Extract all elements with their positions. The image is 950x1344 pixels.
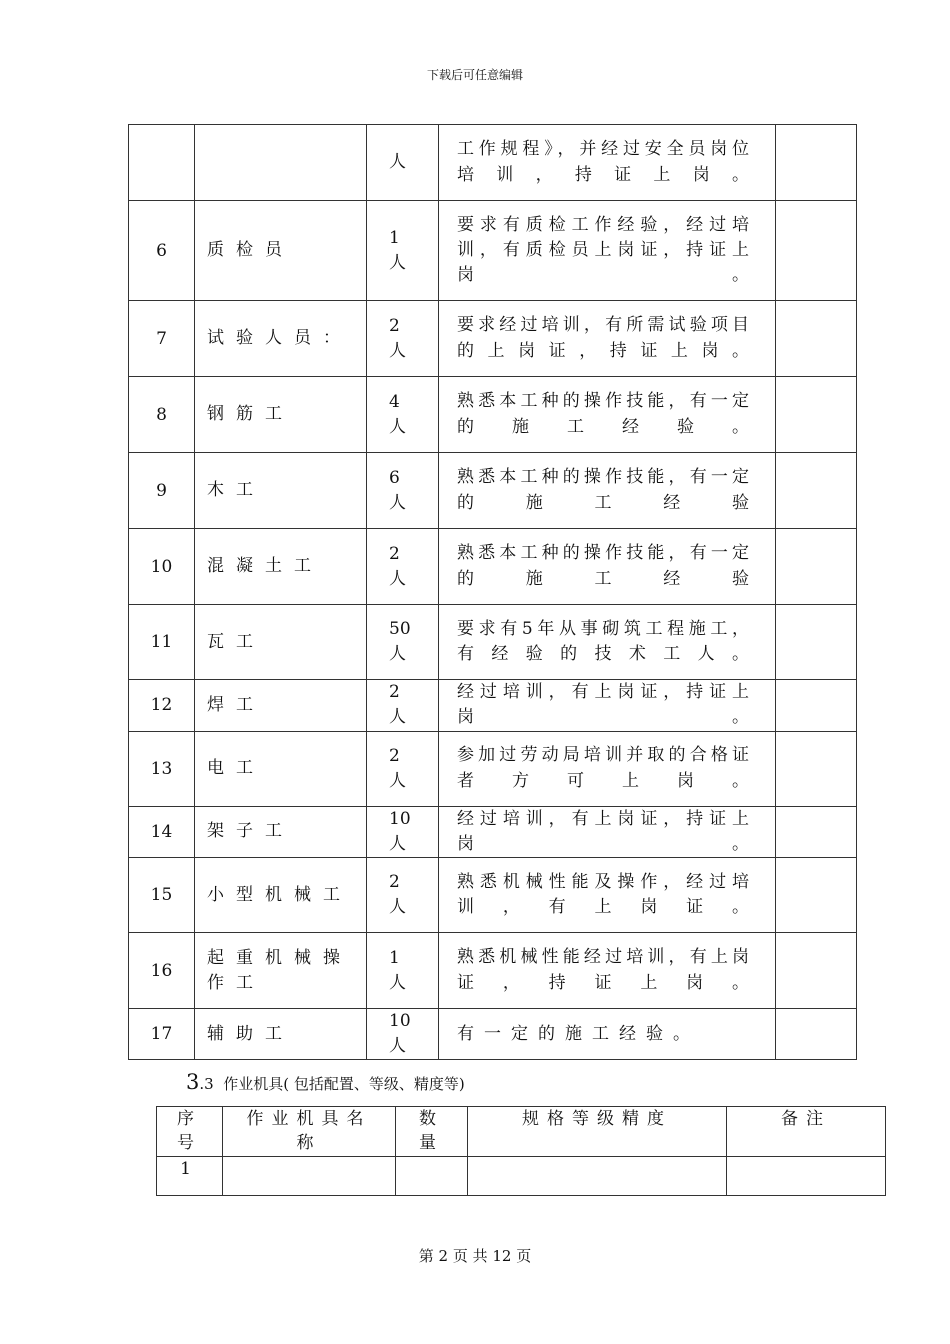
row-number: 10 [129, 529, 195, 605]
equipment-cell-no: 1 [157, 1157, 223, 1196]
headcount: 4 人 [367, 377, 439, 453]
row-number [129, 125, 195, 201]
headcount: 10 人 [367, 1009, 439, 1060]
section-title: 作业机具( 包括配置、等级、精度等) [223, 1075, 465, 1093]
remark [776, 201, 857, 301]
personnel-row [129, 680, 857, 732]
personnel-row [129, 806, 857, 858]
header-remarks: 备注 [727, 1107, 886, 1157]
page-footer: 第 2 页 共 12 页 [418, 1247, 532, 1265]
job-title: 质检员 [195, 201, 367, 301]
personnel-row [129, 301, 857, 377]
section-number: 3 [186, 1070, 200, 1094]
row-number: 7 [129, 301, 195, 377]
job-title: 试验人员： [195, 301, 367, 377]
personnel-row [129, 201, 857, 301]
job-title: 辅助工 [195, 1009, 367, 1060]
requirement: 要求有质检工作经验，经过培训，有质检员上岗证，持证上岗。 [439, 201, 776, 301]
job-title: 混凝土工 [195, 529, 367, 605]
header-equipment-name: 作业机具名称 [223, 1107, 396, 1157]
header-quantity: 数量 [396, 1107, 468, 1157]
remark [776, 529, 857, 605]
requirement: 参加过劳动局培训并取的合格证者方可上岗。 [439, 731, 776, 806]
remark [776, 1009, 857, 1060]
requirement: 要求有5年从事砌筑工程施工，有经验的技术工人。 [439, 605, 776, 680]
headcount: 1 人 [367, 201, 439, 301]
remark [776, 680, 857, 732]
page-header-note: 下载后可任意编辑 [426, 68, 523, 82]
section-subnumber: .3 [199, 1075, 214, 1093]
job-title: 架子工 [195, 806, 367, 858]
requirement: 熟悉机械性能经过培训，有上岗证，持证上岗。 [439, 933, 776, 1009]
row-number: 8 [129, 377, 195, 453]
personnel-row [129, 125, 857, 201]
remark [776, 125, 857, 201]
equipment-cell-name [223, 1157, 396, 1196]
headcount: 50 人 [367, 605, 439, 680]
row-number: 16 [129, 933, 195, 1009]
row-number: 14 [129, 806, 195, 858]
personnel-row [129, 377, 857, 453]
remark [776, 377, 857, 453]
job-title [195, 125, 367, 201]
requirement: 熟悉本工种的操作技能，有一定的施工经验 [439, 453, 776, 529]
requirement: 经过培训，有上岗证，持证上岗。 [439, 806, 776, 858]
equipment-cell-spec [468, 1157, 727, 1196]
requirement: 熟悉本工种的操作技能，有一定的施工经验 [439, 529, 776, 605]
row-number: 12 [129, 680, 195, 732]
personnel-row [129, 529, 857, 605]
requirement: 要求经过培训，有所需试验项目的上岗证，持证上岗。 [439, 301, 776, 377]
job-title: 钢筋工 [195, 377, 367, 453]
equipment-table [156, 1106, 886, 1196]
row-number: 15 [129, 858, 195, 933]
requirement: 熟悉机械性能及操作，经过培训，有上岗证。 [439, 858, 776, 933]
personnel-row [129, 605, 857, 680]
headcount: 2 人 [367, 858, 439, 933]
header-specification: 规格等级精度 [468, 1107, 727, 1157]
remark [776, 731, 857, 806]
job-title: 电工 [195, 731, 367, 806]
equipment-cell-remark [727, 1157, 886, 1196]
job-title: 小型机械工 [195, 858, 367, 933]
personnel-row [129, 933, 857, 1009]
remark [776, 453, 857, 529]
job-title: 起重机械操作工 [195, 933, 367, 1009]
headcount: 10 人 [367, 806, 439, 858]
row-number: 11 [129, 605, 195, 680]
requirement: 有一定的施工经验。 [439, 1009, 776, 1060]
equipment-row [157, 1157, 886, 1196]
requirement: 熟悉本工种的操作技能，有一定的施工经验。 [439, 377, 776, 453]
row-number: 9 [129, 453, 195, 529]
remark [776, 301, 857, 377]
headcount: 2 人 [367, 301, 439, 377]
row-number: 13 [129, 731, 195, 806]
headcount: 6 人 [367, 453, 439, 529]
remark [776, 933, 857, 1009]
personnel-row [129, 731, 857, 806]
row-number: 17 [129, 1009, 195, 1060]
remark [776, 858, 857, 933]
row-number: 6 [129, 201, 195, 301]
requirement: 经过培训，有上岗证，持证上岗。 [439, 680, 776, 732]
personnel-row [129, 1009, 857, 1060]
equipment-header-row [157, 1107, 886, 1157]
requirement: 工作规程》，并经过安全员岗位培训，持证上岗。 [439, 125, 776, 201]
headcount: 2 人 [367, 731, 439, 806]
personnel-row [129, 453, 857, 529]
personnel-table [128, 124, 857, 1060]
headcount: 2 人 [367, 680, 439, 732]
remark [776, 605, 857, 680]
remark [776, 806, 857, 858]
headcount: 1 人 [367, 933, 439, 1009]
personnel-row [129, 858, 857, 933]
headcount: 2 人 [367, 529, 439, 605]
section-heading [186, 1070, 465, 1094]
job-title: 木工 [195, 453, 367, 529]
job-title: 瓦工 [195, 605, 367, 680]
equipment-cell-qty [396, 1157, 468, 1196]
header-seq: 序号 [157, 1107, 223, 1157]
headcount: 人 [367, 125, 439, 201]
job-title: 焊工 [195, 680, 367, 732]
